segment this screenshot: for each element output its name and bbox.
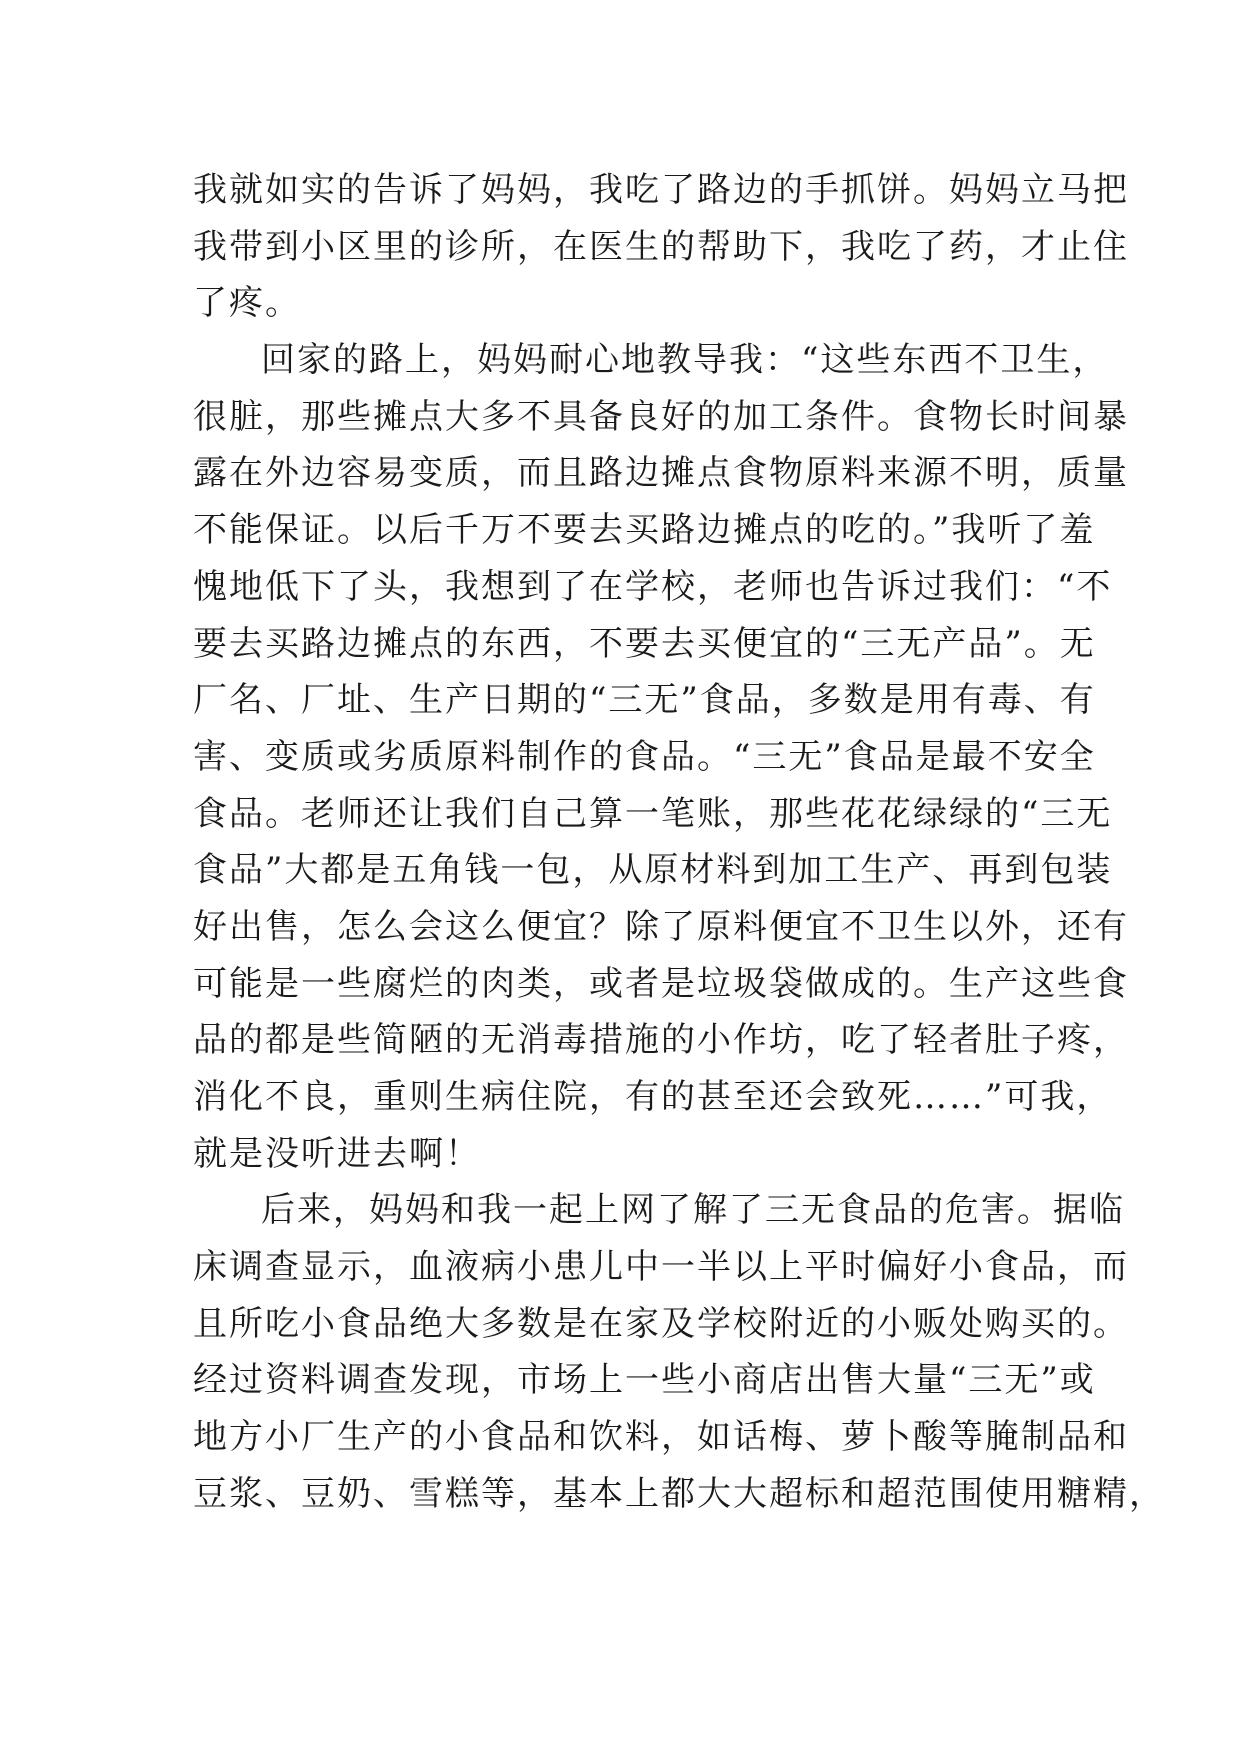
text-line: 厂名、厂址、生产日期的“三无”食品，多数是用有毒、有 bbox=[193, 680, 1096, 721]
paragraph-1 bbox=[193, 162, 1129, 332]
document-body bbox=[193, 162, 1165, 1523]
text-line: 不能保证。以后千万不要去买路边摊点的吃的。”我听了羞 bbox=[193, 510, 1096, 551]
text-line: 好出售，怎么会这么便宜？除了原料便宜不卫生以外，还有 bbox=[193, 906, 1129, 947]
text-line: 就是没听进去啊！ bbox=[193, 1133, 481, 1174]
text-line: 可能是一些腐烂的肉类，或者是垃圾袋做成的。生产这些食 bbox=[193, 963, 1129, 1004]
paragraph-3 bbox=[193, 1182, 1165, 1522]
text-line: 我就如实的告诉了妈妈，我吃了路边的手抓饼。妈妈立马把 bbox=[193, 170, 1129, 210]
text-line: 后来，妈妈和我一起上网了解了三无食品的危害。据临 bbox=[261, 1190, 1125, 1231]
text-line: 害、变质或劣质原料制作的食品。“三无”食品是最不安全 bbox=[193, 736, 1096, 777]
text-line: 消化不良，重则生病住院，有的甚至还会致死……”可我， bbox=[193, 1077, 1113, 1117]
paragraph-2 bbox=[193, 332, 1129, 1182]
text-line: 了疼。 bbox=[193, 283, 301, 324]
text-line: 很脏，那些摊点大多不具备良好的加工条件。食物长时间暴 bbox=[193, 396, 1129, 437]
text-line: 愧地低下了头，我想到了在学校，老师也告诉过我们：“不 bbox=[193, 566, 1113, 607]
text-line: 豆浆、豆奶、雪糕等，基本上都大大超标和超范围使用糖精， bbox=[193, 1473, 1165, 1514]
text-line: 床调查显示，血液病小患儿中一半以上平时偏好小食品，而 bbox=[193, 1247, 1129, 1288]
text-line: 食品”大都是五角钱一包，从原材料到加工生产、再到包装 bbox=[193, 850, 1113, 891]
text-line: 我带到小区里的诊所，在医生的帮助下，我吃了药，才止住 bbox=[193, 226, 1129, 267]
text-line: 地方小厂生产的小食品和饮料，如话梅、萝卜酸等腌制品和 bbox=[193, 1417, 1129, 1458]
text-line: 食品。老师还让我们自己算一笔账，那些花花绿绿的“三无 bbox=[193, 793, 1113, 834]
text-line: 回家的路上，妈妈耐心地教导我：“这些东西不卫生， bbox=[261, 340, 1109, 381]
text-line: 经过资料调查发现，市场上一些小商店出售大量“三无”或 bbox=[193, 1360, 1096, 1401]
text-line: 品的都是些简陋的无消毒措施的小作坊，吃了轻者肚子疼， bbox=[193, 1020, 1129, 1061]
text-line: 且所吃小食品绝大多数是在家及学校附近的小贩处购买的。 bbox=[193, 1303, 1129, 1344]
text-line: 要去买路边摊点的东西，不要去买便宜的“三无产品”。无 bbox=[193, 623, 1096, 664]
text-line: 露在外边容易变质，而且路边摊点食物原料来源不明，质量 bbox=[193, 453, 1129, 494]
